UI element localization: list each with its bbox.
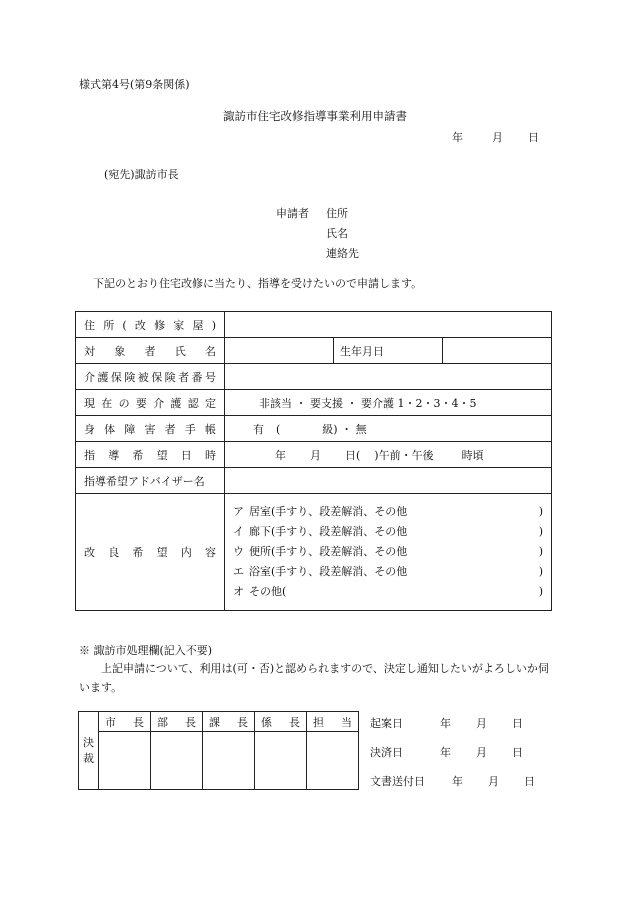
care-options[interactable]: 非該当 ・ 要支援 ・ 要介護 1・2・3・4・5 (225, 390, 552, 416)
improve-field[interactable] (225, 494, 552, 611)
stamp-cell[interactable] (255, 732, 307, 790)
stamp-cell[interactable] (203, 732, 255, 790)
list-item[interactable]: イ 廊下(手すり、段差解消、その他 ) (233, 525, 543, 538)
address-field[interactable] (225, 312, 552, 338)
birth-field[interactable] (443, 338, 552, 364)
applicant-address-label: 住所 (326, 207, 348, 220)
document-sent-date: 文書送付日 年 月 日 (370, 775, 535, 788)
approval-table (78, 711, 359, 790)
name-field[interactable] (225, 338, 334, 364)
insured-field[interactable] (225, 364, 552, 390)
draft-date: 起案日 年 月 日 (370, 717, 523, 730)
improve-label: 改良希望内容 (76, 494, 225, 611)
improve-list (233, 502, 543, 602)
datetime-day: 日( (345, 448, 361, 462)
table-row (79, 732, 359, 790)
form-number: 様式第4号(第9条関係) (79, 78, 190, 91)
intro-text: 下記のとおり住宅改修に当たり、指導を受けたいので申請します。 (93, 277, 423, 290)
datetime-ampm: )午前・午後 (374, 448, 434, 462)
name-label: 対象者氏名 (76, 338, 225, 364)
application-date (452, 129, 539, 145)
list-item[interactable]: ア 居室(手すり、段差解消、その他 ) (233, 505, 543, 518)
table-row (76, 364, 552, 390)
datetime-time: 時頃 (461, 448, 484, 462)
care-label: 現在の要介護認定 (76, 390, 225, 416)
applicant-label: 申請者 (276, 207, 309, 220)
list-item[interactable]: オ その他( ) (233, 585, 543, 598)
office-use-title: ※ 諏訪市処理欄(記入不要) (79, 644, 213, 657)
table-row (79, 712, 359, 732)
advisor-field[interactable] (225, 468, 552, 494)
table-row (76, 390, 552, 416)
date-year: 年 (452, 131, 463, 144)
disability-options[interactable]: 有 ( 級) ・ 無 (225, 416, 552, 442)
applicant-block (276, 204, 359, 264)
applicant-contact-label: 連絡先 (326, 247, 359, 260)
address-label: 住所(改修家屋) (76, 312, 225, 338)
office-use-text: 上記申請について、利用は(可・否)と認められますので、決定し通知したいがよろしいか伺います。 (79, 662, 549, 694)
table-row (76, 338, 552, 364)
table-row (76, 494, 552, 611)
role-director: 部長 (151, 712, 203, 732)
table-row (76, 416, 552, 442)
datetime-label: 指導希望日時 (76, 442, 225, 468)
stamp-cell[interactable] (151, 732, 203, 790)
role-section-chief: 課長 (203, 712, 255, 732)
disability-have: 有 (253, 422, 264, 436)
stamp-cell[interactable] (307, 732, 359, 790)
addressee: (宛先)諏訪市長 (104, 168, 179, 181)
datetime-field[interactable] (225, 442, 552, 468)
datetime-month: 月 (310, 448, 321, 462)
date-month: 月 (492, 131, 503, 144)
document-title: 諏訪市住宅改修指導事業利用申請書 (223, 109, 407, 123)
approval-date: 決済日 年 月 日 (370, 746, 523, 759)
disability-grade: 級) (322, 422, 338, 436)
role-subsection-chief: 係長 (255, 712, 307, 732)
table-row (76, 442, 552, 468)
role-staff: 担当 (307, 712, 359, 732)
list-item[interactable]: エ 浴室(手すり、段差解消、その他 ) (233, 565, 543, 578)
date-day: 日 (528, 131, 539, 144)
advisor-label: 指導希望アドバイザー名 (76, 468, 225, 494)
application-table (75, 311, 552, 611)
stamp-cell[interactable] (99, 732, 151, 790)
table-row (76, 468, 552, 494)
birth-label: 生年月日 (334, 338, 443, 364)
role-mayor: 市長 (99, 712, 151, 732)
datetime-year: 年 (275, 448, 286, 462)
list-item[interactable]: ウ 便所(手すり、段差解消、その他 ) (233, 545, 543, 558)
insured-label: 介護保険被保険者番号 (76, 364, 225, 390)
applicant-name-label: 氏名 (326, 227, 348, 240)
approval-label: 決 裁 (79, 712, 99, 790)
disability-none: ・ 無 (341, 422, 367, 436)
table-row (76, 312, 552, 338)
disability-label: 身体障害者手帳 (76, 416, 225, 442)
